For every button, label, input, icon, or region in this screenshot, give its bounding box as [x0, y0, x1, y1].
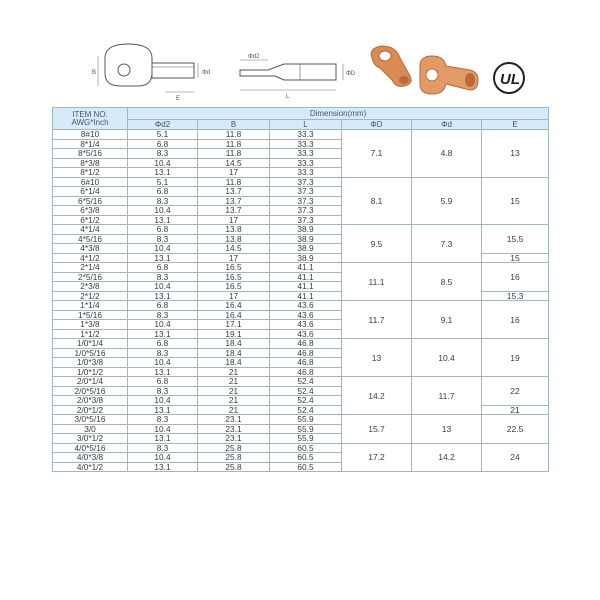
table-row	[53, 443, 549, 453]
item-cell: 2/0*1/4	[53, 377, 128, 387]
item-cell: 3/0*1/2	[53, 434, 128, 444]
b-cell: 11.8	[198, 139, 270, 149]
item-cell: 1*1/4	[53, 301, 128, 311]
item-cell: 4/0*1/2	[53, 462, 128, 472]
item-cell: 4*1/2	[53, 253, 128, 263]
b-cell: 25.8	[198, 462, 270, 472]
b-cell: 17.1	[198, 320, 270, 330]
b-cell: 23.1	[198, 415, 270, 425]
b-cell: 16.5	[198, 263, 270, 273]
col-header-D: ΦD	[342, 120, 412, 130]
outer-diameter-cell: 11.1	[342, 263, 412, 301]
item-cell: 8*5/16	[53, 149, 128, 159]
d2-cell: 10.4	[128, 158, 198, 168]
inner-diameter-cell: 8.5	[412, 263, 482, 301]
e-dimension-cell: 13	[482, 130, 549, 178]
item-cell: 1/0*3/8	[53, 358, 128, 368]
l-cell: 41.1	[270, 291, 342, 301]
item-cell: 6*5/16	[53, 196, 128, 206]
b-cell: 16.4	[198, 301, 270, 311]
dim-d-label: Φd	[202, 70, 211, 76]
l-cell: 38.9	[270, 234, 342, 244]
dim-D-label: ΦD	[346, 71, 356, 77]
l-cell: 33.3	[270, 130, 342, 140]
col-header-d: Φd	[412, 120, 482, 130]
outer-diameter-cell: 14.2	[342, 377, 412, 415]
copper-lug-photo-2	[420, 56, 478, 94]
d2-cell: 10.4	[128, 358, 198, 368]
d2-cell: 8.3	[128, 272, 198, 282]
l-cell: 60.5	[270, 462, 342, 472]
b-cell: 14.5	[198, 244, 270, 254]
table-body	[53, 130, 549, 472]
item-cell: 2/0*1/2	[53, 405, 128, 415]
table-row	[53, 263, 549, 273]
ul-logo-text: UL	[500, 71, 520, 88]
table-row	[53, 130, 549, 140]
item-cell: 2/0*5/16	[53, 386, 128, 396]
item-cell: 6*1/4	[53, 187, 128, 197]
l-cell: 38.9	[270, 244, 342, 254]
dim-b-label: B	[92, 70, 97, 76]
d2-cell: 6.8	[128, 187, 198, 197]
l-cell: 33.3	[270, 168, 342, 178]
item-cell: 2*5/16	[53, 272, 128, 282]
item-no-title: ITEM NO.	[72, 109, 108, 119]
item-cell: 6*3/8	[53, 206, 128, 216]
inner-diameter-cell: 10.4	[412, 339, 482, 377]
e-dimension-cell: 16	[482, 263, 549, 292]
d2-cell: 6.8	[128, 225, 198, 235]
e-dimension-cell: 21	[482, 405, 549, 415]
b-cell: 11.8	[198, 177, 270, 187]
d2-cell: 6.8	[128, 377, 198, 387]
col-header-e: E	[482, 120, 549, 130]
item-cell: 1/0*5/16	[53, 348, 128, 358]
table-row	[53, 339, 549, 349]
d2-cell: 13.1	[128, 253, 198, 263]
d2-cell: 8.3	[128, 348, 198, 358]
d2-cell: 10.4	[128, 206, 198, 216]
l-cell: 37.3	[270, 215, 342, 225]
b-cell: 18.4	[198, 348, 270, 358]
b-cell: 16.5	[198, 272, 270, 282]
d2-cell: 13.1	[128, 168, 198, 178]
b-cell: 16.5	[198, 282, 270, 292]
d2-cell: 13.1	[128, 291, 198, 301]
outer-diameter-cell: 13	[342, 339, 412, 377]
e-dimension-cell: 15	[482, 177, 549, 225]
d2-cell: 13.1	[128, 405, 198, 415]
b-cell: 13.7	[198, 206, 270, 216]
inner-diameter-cell: 7.3	[412, 225, 482, 263]
outer-diameter-cell: 15.7	[342, 415, 412, 444]
b-cell: 21	[198, 367, 270, 377]
item-no-subtitle: AWG*Inch	[71, 117, 109, 127]
item-cell: 2*3/8	[53, 282, 128, 292]
b-cell: 17	[198, 291, 270, 301]
item-cell: 1*3/8	[53, 320, 128, 330]
outer-diameter-cell: 8.1	[342, 177, 412, 225]
d2-cell: 13.1	[128, 215, 198, 225]
d2-cell: 6.8	[128, 301, 198, 311]
d2-cell: 13.1	[128, 367, 198, 377]
table-row	[53, 225, 549, 235]
item-cell: 8*1/4	[53, 139, 128, 149]
b-cell: 11.8	[198, 149, 270, 159]
e-dimension-cell: 15	[482, 253, 549, 263]
b-cell: 25.8	[198, 453, 270, 463]
l-cell: 52.4	[270, 377, 342, 387]
d2-cell: 10.4	[128, 396, 198, 406]
inner-diameter-cell: 9.1	[412, 301, 482, 339]
e-dimension-cell: 22	[482, 377, 549, 406]
item-cell: 4/0*3/8	[53, 453, 128, 463]
d2-cell: 8.3	[128, 386, 198, 396]
l-cell: 37.3	[270, 187, 342, 197]
l-cell: 33.3	[270, 139, 342, 149]
copper-lug-photo-1	[371, 46, 411, 86]
table-row	[53, 377, 549, 387]
b-cell: 21	[198, 396, 270, 406]
l-cell: 46.8	[270, 339, 342, 349]
table-header	[53, 108, 549, 130]
d2-cell: 6.8	[128, 263, 198, 273]
lug-top-view-diagram	[92, 44, 210, 102]
d2-cell: 6.8	[128, 139, 198, 149]
item-cell: 2/0*3/8	[53, 396, 128, 406]
d2-cell: 13.1	[128, 329, 198, 339]
item-cell: 1/0*1/2	[53, 367, 128, 377]
dimension-header: Dimension(mm)	[128, 108, 549, 120]
e-dimension-cell: 15.3	[482, 291, 549, 301]
col-header-b: B	[198, 120, 270, 130]
header-illustrations	[0, 0, 600, 108]
l-cell: 43.6	[270, 301, 342, 311]
b-cell: 23.1	[198, 434, 270, 444]
l-cell: 37.3	[270, 196, 342, 206]
b-cell: 21	[198, 377, 270, 387]
l-cell: 55.9	[270, 424, 342, 434]
item-no-header	[53, 108, 128, 130]
l-cell: 43.6	[270, 310, 342, 320]
b-cell: 13.7	[198, 196, 270, 206]
item-cell: 4/0*5/16	[53, 443, 128, 453]
d2-cell: 10.4	[128, 424, 198, 434]
b-cell: 18.4	[198, 358, 270, 368]
b-cell: 18.4	[198, 339, 270, 349]
outer-diameter-cell: 7.1	[342, 130, 412, 178]
item-cell: 2*1/2	[53, 291, 128, 301]
dim-d2-label: Φd2	[248, 54, 260, 60]
outer-diameter-cell: 9.5	[342, 225, 412, 263]
item-cell: 3/0	[53, 424, 128, 434]
b-cell: 21	[198, 386, 270, 396]
l-cell: 41.1	[270, 272, 342, 282]
b-cell: 21	[198, 405, 270, 415]
l-cell: 46.8	[270, 358, 342, 368]
table-row	[53, 301, 549, 311]
l-cell: 43.6	[270, 320, 342, 330]
l-cell: 41.1	[270, 263, 342, 273]
d2-cell: 5.1	[128, 177, 198, 187]
b-cell: 17	[198, 253, 270, 263]
d2-cell: 10.4	[128, 320, 198, 330]
b-cell: 13.8	[198, 234, 270, 244]
outer-diameter-cell: 17.2	[342, 443, 412, 472]
l-cell: 37.3	[270, 177, 342, 187]
d2-cell: 13.1	[128, 462, 198, 472]
e-dimension-cell: 15.5	[482, 225, 549, 254]
item-cell: 6*1/2	[53, 215, 128, 225]
d2-cell: 5.1	[128, 130, 198, 140]
b-cell: 17	[198, 168, 270, 178]
inner-diameter-cell: 11.7	[412, 377, 482, 415]
d2-cell: 8.3	[128, 443, 198, 453]
d2-cell: 10.4	[128, 244, 198, 254]
l-cell: 52.4	[270, 405, 342, 415]
e-dimension-cell: 22.5	[482, 415, 549, 444]
d2-cell: 10.4	[128, 453, 198, 463]
item-cell: 8#10	[53, 130, 128, 140]
l-cell: 52.4	[270, 386, 342, 396]
col-header-l: L	[270, 120, 342, 130]
b-cell: 19.1	[198, 329, 270, 339]
l-cell: 55.9	[270, 415, 342, 425]
e-dimension-cell: 16	[482, 301, 549, 339]
b-cell: 13.7	[198, 187, 270, 197]
b-cell: 14.5	[198, 158, 270, 168]
inner-diameter-cell: 13	[412, 415, 482, 444]
l-cell: 60.5	[270, 453, 342, 463]
lug-hole	[118, 64, 130, 76]
col-header-d2: Φd2	[128, 120, 198, 130]
item-cell: 4*5/16	[53, 234, 128, 244]
inner-diameter-cell: 14.2	[412, 443, 482, 472]
d2-cell: 8.3	[128, 234, 198, 244]
d2-cell: 13.1	[128, 434, 198, 444]
item-cell: 8*1/2	[53, 168, 128, 178]
item-cell: 4*1/4	[53, 225, 128, 235]
b-cell: 13.8	[198, 225, 270, 235]
item-cell: 3/0*5/16	[53, 415, 128, 425]
dim-e-label: E	[176, 96, 181, 102]
l-cell: 41.1	[270, 282, 342, 292]
l-cell: 60.5	[270, 443, 342, 453]
l-cell: 46.8	[270, 367, 342, 377]
item-cell: 2*1/4	[53, 263, 128, 273]
item-cell: 1*5/16	[53, 310, 128, 320]
item-cell: 8*3/8	[53, 158, 128, 168]
item-cell: 4*3/8	[53, 244, 128, 254]
d2-cell: 8.3	[128, 310, 198, 320]
item-cell: 1*1/2	[53, 329, 128, 339]
lug-side-view-diagram	[240, 54, 356, 100]
outer-diameter-cell: 11.7	[342, 301, 412, 339]
d2-cell: 8.3	[128, 149, 198, 159]
b-cell: 23.1	[198, 424, 270, 434]
d2-cell: 8.3	[128, 196, 198, 206]
l-cell: 43.6	[270, 329, 342, 339]
d2-cell: 10.4	[128, 282, 198, 292]
table-row	[53, 415, 549, 425]
d2-cell: 6.8	[128, 339, 198, 349]
table-row	[53, 177, 549, 187]
l-cell: 38.9	[270, 253, 342, 263]
dim-L-label: L	[286, 94, 290, 100]
inner-diameter-cell: 4.8	[412, 130, 482, 178]
l-cell: 33.3	[270, 158, 342, 168]
b-cell: 11.8	[198, 130, 270, 140]
l-cell: 33.3	[270, 149, 342, 159]
l-cell: 52.4	[270, 396, 342, 406]
d2-cell: 8.3	[128, 415, 198, 425]
inner-diameter-cell: 5.9	[412, 177, 482, 225]
item-cell: 6#10	[53, 177, 128, 187]
l-cell: 37.3	[270, 206, 342, 216]
b-cell: 25.8	[198, 443, 270, 453]
spec-table	[52, 107, 549, 472]
ul-certification-logo	[494, 63, 524, 93]
l-cell: 38.9	[270, 225, 342, 235]
e-dimension-cell: 19	[482, 339, 549, 377]
e-dimension-cell: 24	[482, 443, 549, 472]
b-cell: 16.4	[198, 310, 270, 320]
b-cell: 17	[198, 215, 270, 225]
l-cell: 46.8	[270, 348, 342, 358]
l-cell: 55.9	[270, 434, 342, 444]
item-cell: 1/0*1/4	[53, 339, 128, 349]
